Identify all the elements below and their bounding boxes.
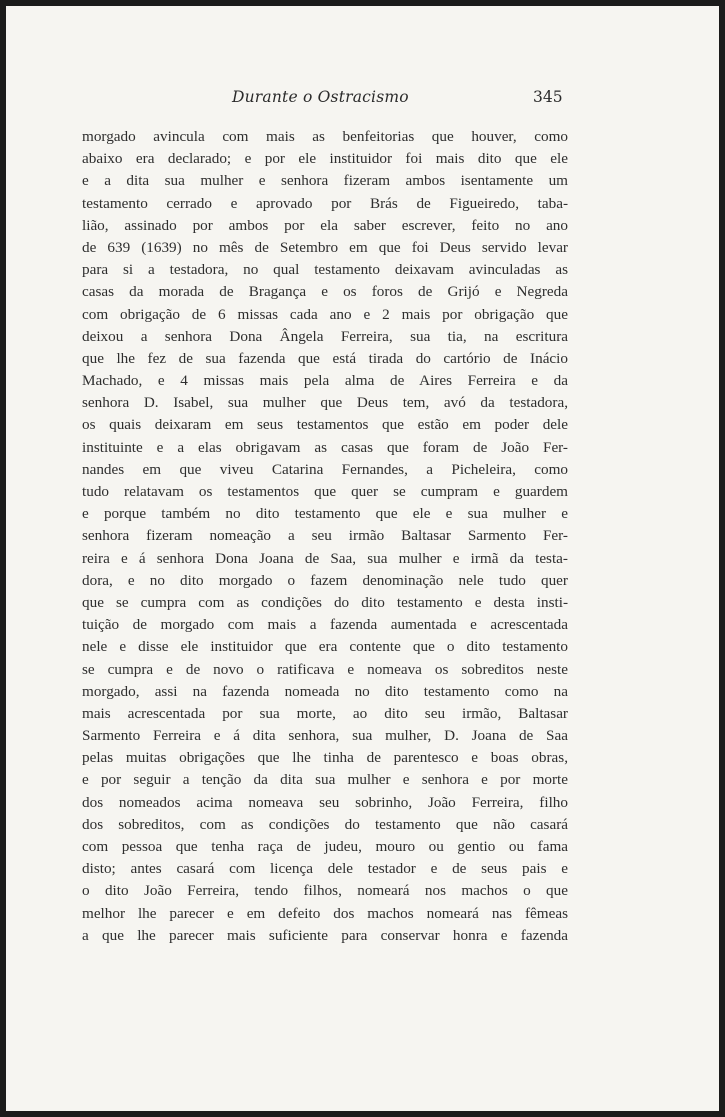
text-line: dos nomeados acima nomeava seu sobrinho, João Ferreira, filho <box>82 793 568 811</box>
text-line: morgado, assi na fazenda nomeada no dito testamento como na <box>82 682 568 700</box>
text-line: pelas muitas obrigações que lhe tinha de parentesco e boas obras, <box>82 749 568 767</box>
body-text <box>82 126 568 947</box>
text-line: de 639 (1639) no mês de Setembro em que foi Deus servido levar <box>82 238 568 256</box>
text-line: casas da morada de Bragança e os foros de Grijó e Negreda <box>82 283 568 301</box>
text-line: que se cumpra com as condições do dito testamento e desta insti- <box>82 593 568 611</box>
text-line: para si a testadora, no qual testamento deixavam avinculadas as <box>82 261 568 279</box>
text-line: dora, e no dito morgado o fazem denominação nele tudo quer <box>82 571 568 589</box>
text-line: testamento cerrado e aprovado por Brás de Figueiredo, taba- <box>82 194 568 212</box>
text-line: senhora fizeram nomeação a seu irmão Baltasar Sarmento Fer- <box>82 527 568 545</box>
text-line: instituinte e a elas obrigavam as casas que foram de João Fer- <box>82 438 568 456</box>
page-header <box>6 88 719 112</box>
text-line: tuição de morgado com mais a fazenda aumentada e acrescentada <box>82 616 568 634</box>
text-line: e a dita sua mulher e senhora fizeram ambos isentamente um <box>82 172 568 190</box>
text-line: com pessoa que tenha raça de judeu, mouro ou gentio ou fama <box>82 838 568 855</box>
text-line: a que lhe parecer mais suficiente para conservar honra e fazenda <box>82 926 568 944</box>
text-line: nele e disse ele instituidor que era contente que o dito testamento <box>82 638 568 656</box>
text-line: lião, assinado por ambos por ela saber escrever, feito no ano <box>82 216 568 234</box>
text-line: Machado, e 4 missas mais pela alma de Aires Ferreira e da <box>82 372 568 390</box>
text-line: com obrigação de 6 missas cada ano e 2 mais por obrigação que <box>82 305 568 323</box>
text-line: que lhe fez de sua fazenda que está tirada do cartório de Inácio <box>82 349 568 367</box>
text-line: tudo relatavam os testamentos que quer se cumpram e guardem <box>82 483 568 500</box>
text-line: se cumpra e de novo o ratificava e nomeava os sobreditos neste <box>82 660 568 678</box>
text-line: deixou a senhora Dona Ângela Ferreira, sua tia, na escritura <box>82 327 568 345</box>
text-line: mais acrescentada por sua morte, ao dito seu irmão, Baltasar <box>82 704 568 722</box>
text-line: e porque também no dito testamento que ele e sua mulher e <box>82 505 568 523</box>
book-page <box>6 6 719 1111</box>
text-line: abaixo era declarado; e por ele instituidor foi mais dito que ele <box>82 150 568 168</box>
text-line: dos sobreditos, com as condições do testamento que não casará <box>82 815 568 833</box>
running-title: Durante o Ostracismo <box>232 88 409 106</box>
text-line: nandes em que viveu Catarina Fernandes, a Picheleira, como <box>82 460 568 478</box>
text-line: e por seguir a tenção da dita sua mulher e senhora e por morte <box>82 771 568 789</box>
text-line: melhor lhe parecer e em defeito dos machos nomeará nas fêmeas <box>82 904 568 922</box>
text-line: morgado avincula com mais as benfeitorias que houver, como <box>82 128 568 145</box>
text-line: o dito João Ferreira, tendo filhos, nomeará nos machos o que <box>82 882 568 900</box>
text-line: senhora D. Isabel, sua mulher que Deus tem, avó da testadora, <box>82 394 568 412</box>
text-line: reira e á senhora Dona Joana de Saa, sua mulher e irmã da testa- <box>82 549 568 567</box>
page-number: 345 <box>533 88 563 106</box>
text-line: Sarmento Ferreira e á dita senhora, sua mulher, D. Joana de Saa <box>82 727 568 745</box>
text-line: os quais deixaram em seus testamentos que estão em poder dele <box>82 416 568 434</box>
text-line: disto; antes casará com licença dele testador e de seus pais e <box>82 860 568 878</box>
